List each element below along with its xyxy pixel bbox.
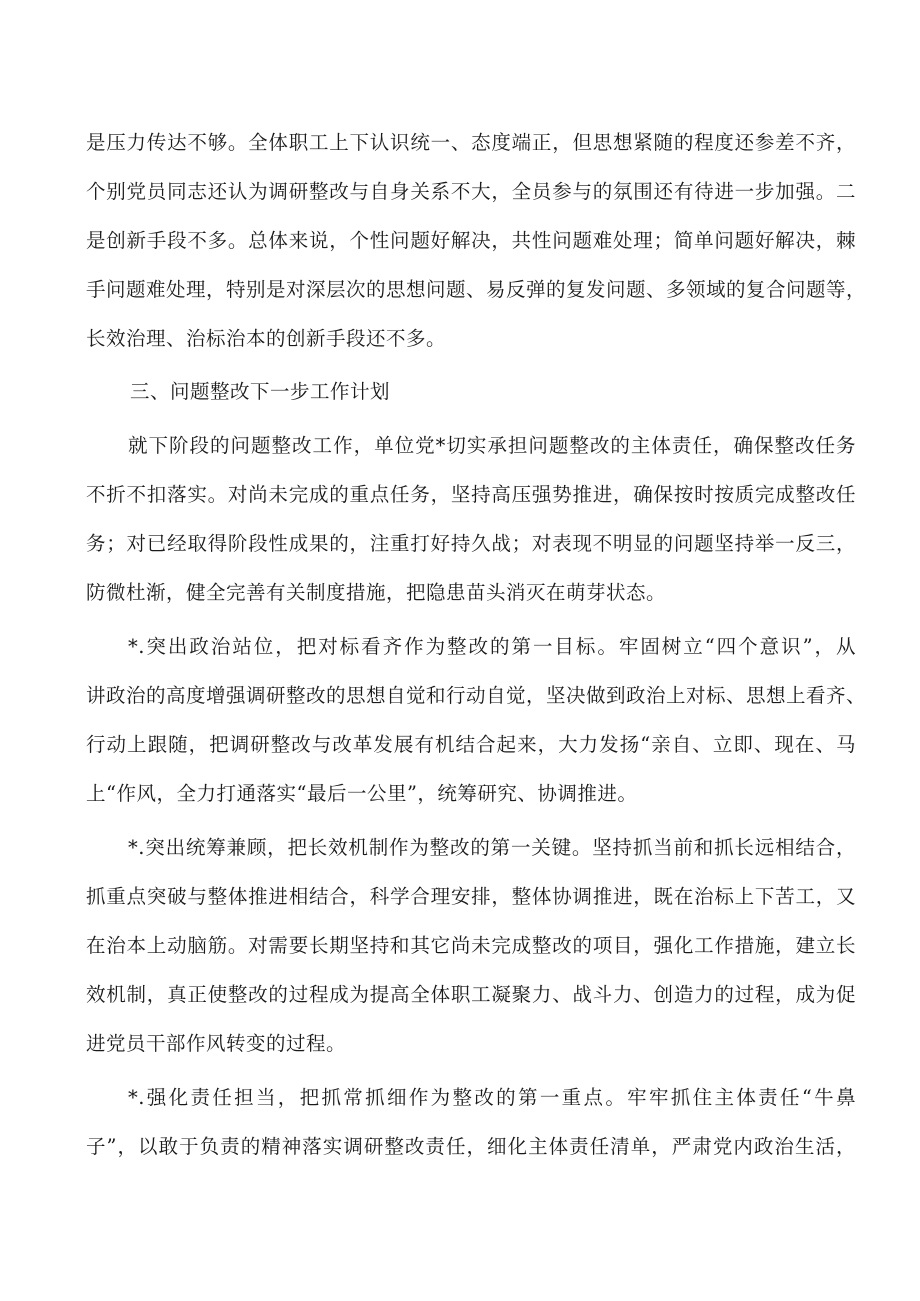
text-line: 不折不扣落实。对尚未完成的重点任务，坚持高压强势推进，确保按时按质完成整改任	[86, 483, 856, 506]
text-line: 个别党员同志还认为调研整改与自身关系不大，全员参与的氛围还有待进一步加强。二	[86, 180, 856, 203]
text-line: 是创新手段不多。总体来说，个性问题好解决，共性问题难处理；简单问题好解决，棘	[86, 229, 856, 252]
text-line: 务；对已经取得阶段性成果的，注重打好持久战；对表现不明显的问题坚持举一反三，	[86, 532, 856, 555]
text-line: 讲政治的高度增强调研整改的思想自觉和行动自觉，坚决做到政治上对标、思想上看齐、	[86, 684, 867, 707]
text-line: *.强化责任担当，把抓常抓细作为整改的第一重点。牢牢抓住主体责任“牛鼻	[128, 1086, 856, 1109]
text-line: 行动上跟随，把调研整改与改革发展有机结合起来，大力发扬“亲自、立即、现在、马	[86, 733, 856, 756]
text-line: 是压力传达不够。全体职工上下认识统一、态度端正，但思想紧随的程度还参差不齐，	[86, 131, 856, 154]
text-line: *.突出政治站位，把对标看齐作为整改的第一目标。牢固树立“四个意识”，从	[128, 635, 856, 658]
text-line: 子”，以敢于负责的精神落实调研整改责任，细化主体责任清单，严肃党内政治生活，	[86, 1135, 856, 1158]
text-line: *.突出统筹兼顾，把长效机制作为整改的第一关键。坚持抓当前和抓长远相结合，	[128, 836, 856, 859]
text-line: 进党员干部作风转变的过程。	[86, 1032, 347, 1055]
text-line: 就下阶段的问题整改工作，单位党*切实承担问题整改的主体责任，确保整改任务	[128, 434, 856, 457]
text-line: 手问题难处理，特别是对深层次的思想问题、易反弹的复发问题、多领域的复合问题等，	[86, 278, 867, 301]
text-line: 在治本上动脑筋。对需要长期坚持和其它尚未完成整改的项目，强化工作措施，建立长	[86, 934, 856, 957]
text-line: 防微杜渐，健全完善有关制度措施，把隐患苗头消灭在萌芽状态。	[86, 581, 667, 604]
text-line: 上“作风，全力打通落实“最后一公里”，统筹研究、协调推进。	[86, 782, 638, 805]
section-heading: 三、问题整改下一步工作计划	[130, 380, 391, 403]
text-line: 抓重点突破与整体推进相结合，科学合理安排，整体协调推进，既在治标上下苦工，又	[86, 885, 856, 908]
text-line: 长效治理、治标治本的创新手段还不多。	[86, 327, 447, 350]
text-line: 效机制，真正使整改的过程成为提高全体职工凝聚力、战斗力、创造力的过程，成为促	[86, 983, 856, 1006]
